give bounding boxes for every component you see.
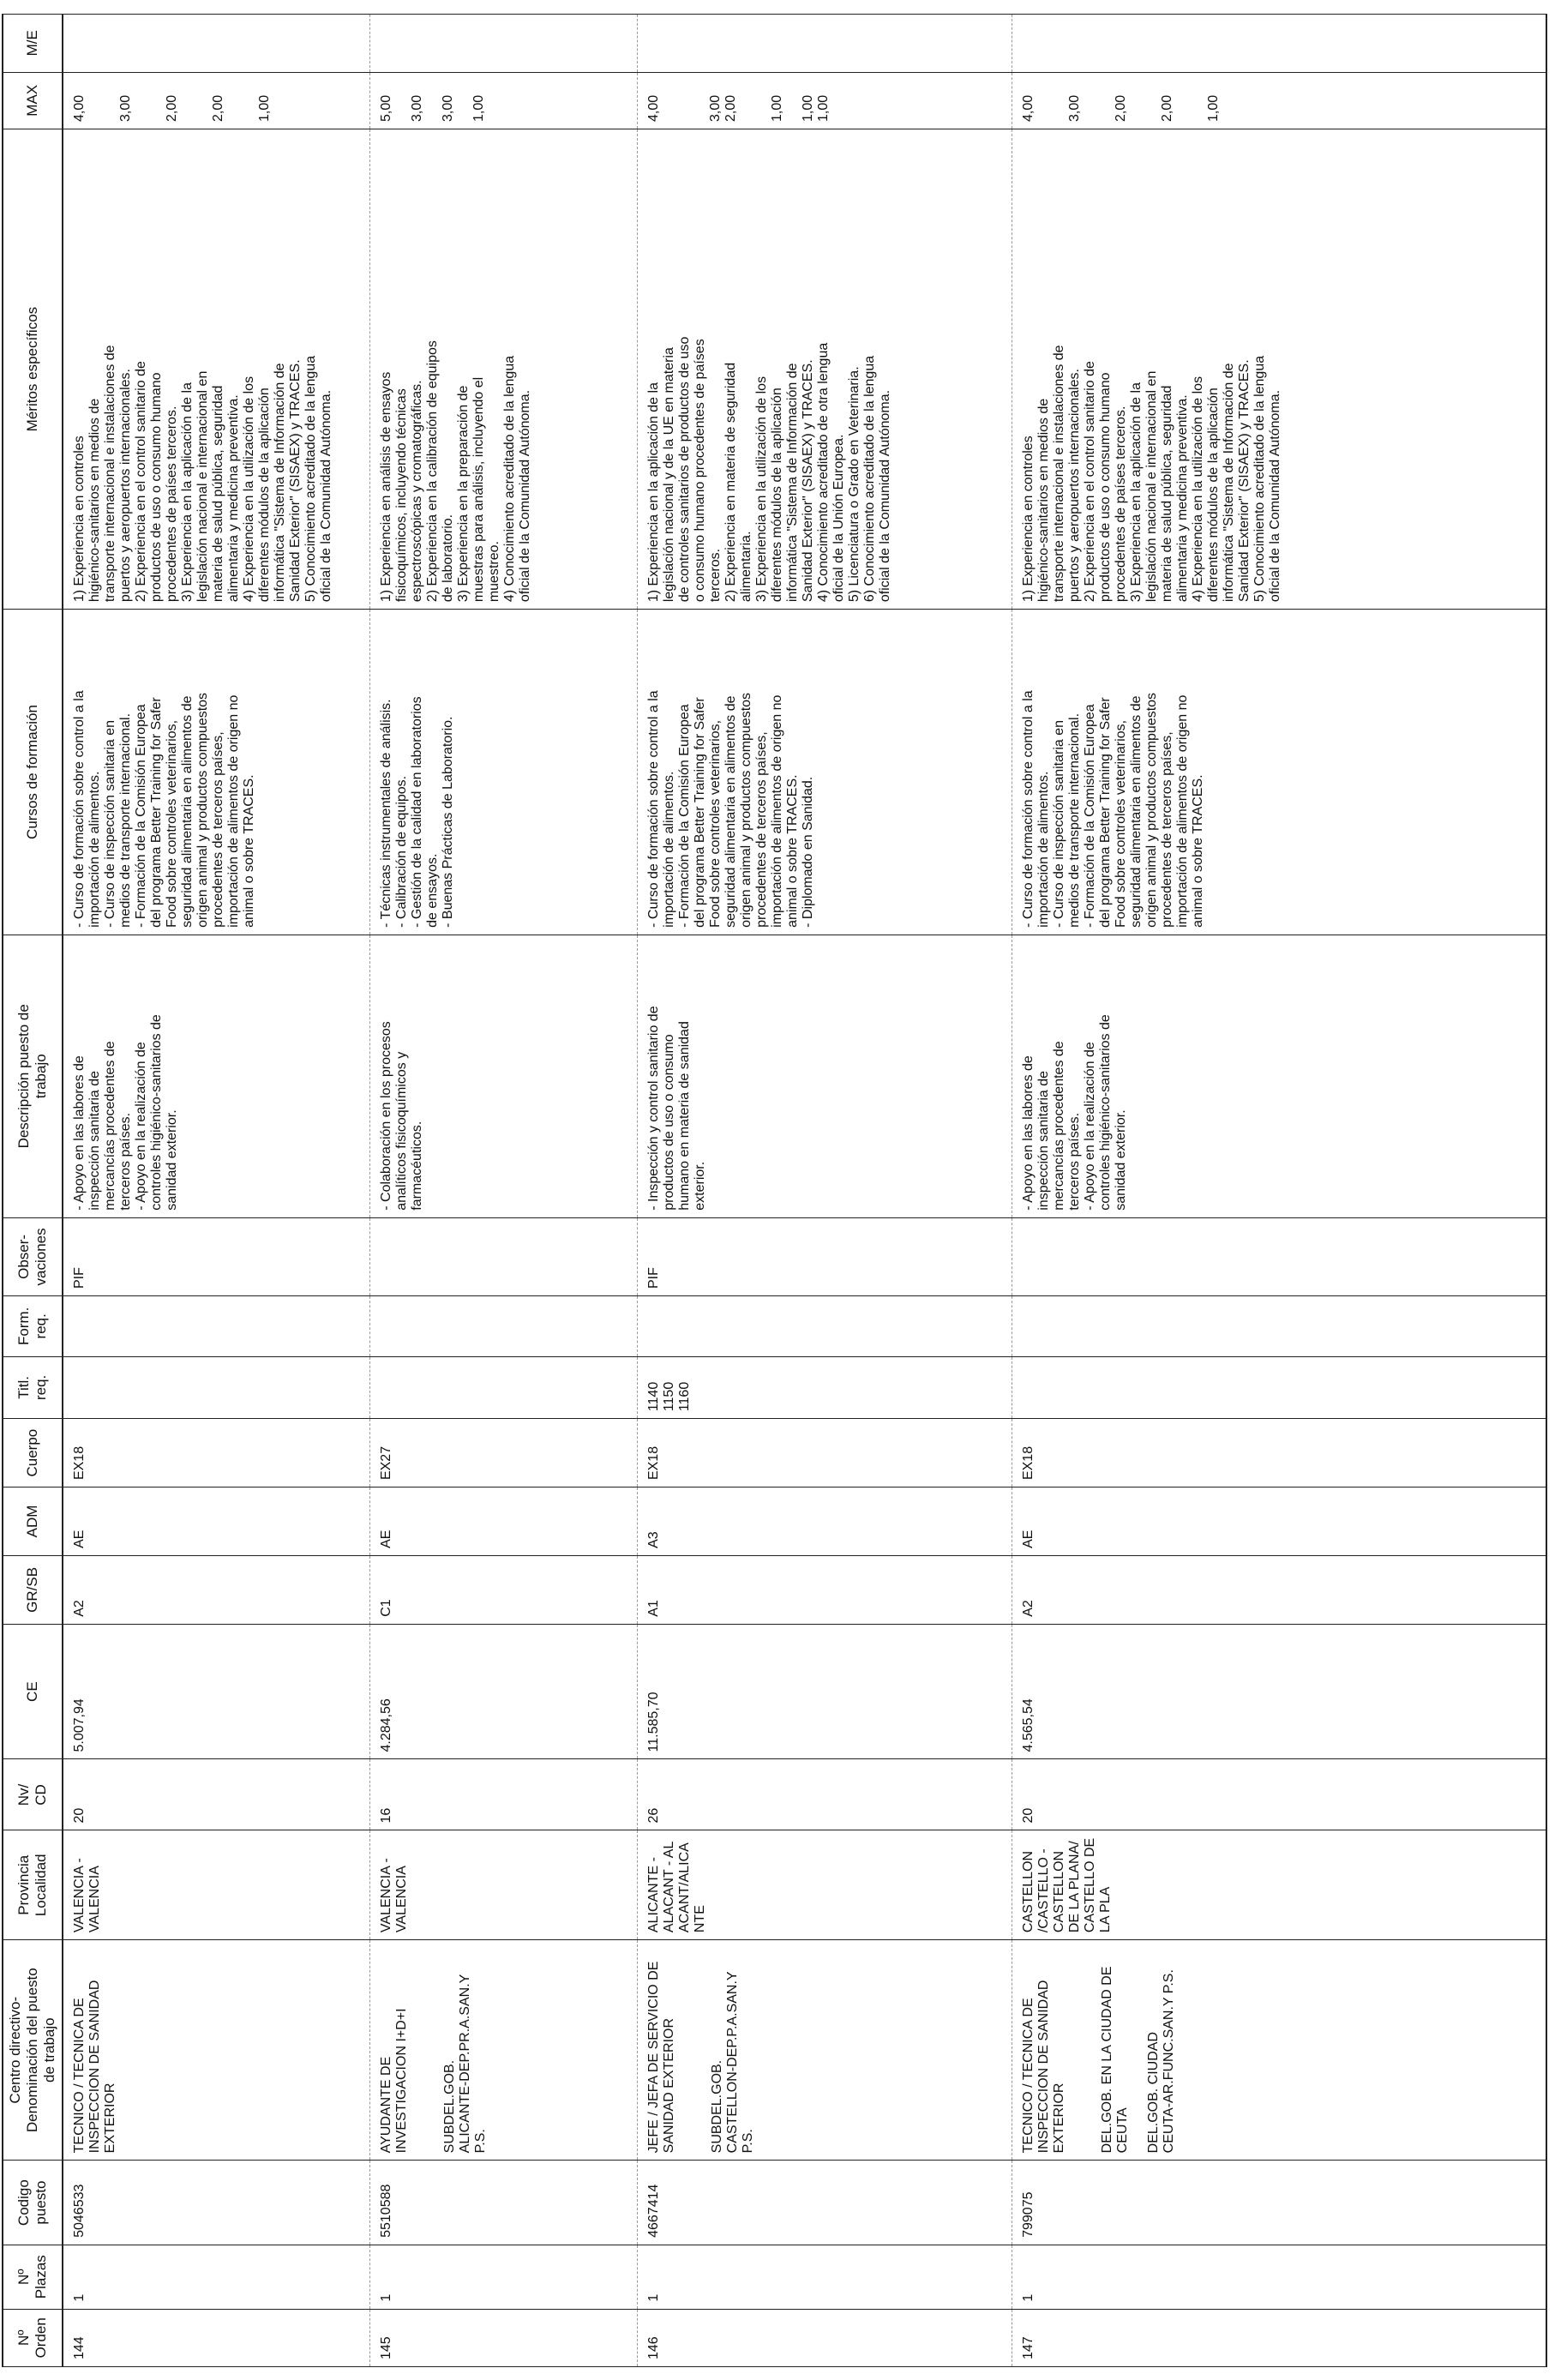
header-max: MAX xyxy=(3,72,63,129)
cell-observaciones xyxy=(1012,1217,1546,1295)
cell-me xyxy=(1012,15,1546,73)
cell-cursos: - Curso de formación sobre control a la importación de alimentos. - Curso de inspección sanitaria en medios de transporte internacional. - Formación de la Comisión Europea del programa Better Training for Safer Food sobre controles veterinarios, seguridad alimentaria en alimentos de origen animal y productos compuestos procedentes de terceros países, importación de alimentos de origen no animal o sobre TRACES. xyxy=(63,610,370,935)
cell-provincia: VALENCIA - VALENCIA xyxy=(370,1830,638,1940)
cell-observaciones: PIF xyxy=(63,1217,370,1295)
cell-centro xyxy=(638,1940,1012,2161)
cell-provincia: ALICANTE - ALACANT - AL ACANT/ALICA NTE xyxy=(638,1830,1012,1940)
cell-formacion xyxy=(1012,1296,1546,1357)
cell-centro-text: TECNICO / TECNICA DE INSPECCION DE SANIDAD EXTERIOR xyxy=(72,1980,117,2154)
cell-nivel: 16 xyxy=(370,1759,638,1830)
header-row xyxy=(3,15,63,2367)
cell-nivel: 20 xyxy=(1012,1759,1546,1830)
area-funcional-label: DEL.GOB. CIUDAD CEUTA-AR.FUNC.SAN.Y P.S. xyxy=(1145,1969,1176,2154)
table-row xyxy=(638,15,1012,2367)
cell-centro-text: AYUDANTE DE INVESTIGACION I+D+I xyxy=(379,2008,410,2154)
header-ce: CE xyxy=(3,1624,63,1759)
cell-cursos: - Curso de formación sobre control a la importación de alimentos. - Curso de inspección sanitaria en medios de transporte internacional. - Formación de la Comisión Europea del programa Better Training for Safer Food sobre controles veterinarios, seguridad alimentaria en alimentos de origen animal y productos compuestos procedentes de terceros países, importación de alimentos de origen no animal o sobre TRACES. xyxy=(1012,610,1546,935)
cell-descripcion: - Apoyo en las labores de inspección sanitaria de mercancías procedentes de terceros países. - Apoyo en la realización de controles higiénico-sanitarios de sanidad exterior. xyxy=(63,935,370,1217)
cell-nivel: 20 xyxy=(63,1759,370,1830)
cell-adm: AE xyxy=(63,1488,370,1556)
cell-meritos: 1) Experiencia en controles higiénico-sanitarios en medios de transporte internacional e instalaciones de puertos y aeropuertos internacionales. 2) Experiencia en el control sanitario de productos de uso o consumo humano procedentes de países terceros. 3) Experiencia en la aplicación de la legislación nacional e internacional en materia de salud pública, seguridad alimentaria y medicina preventiva. 4) Experiencia en la utilización de los diferentes módulos de la aplicación informática "Sistema de Información de Sanidad Exterior" (SISAEX) y TRACES. 5) Conocimiento acreditado de la lengua oficial de la Comunidad Autónoma. xyxy=(1012,129,1546,609)
table-row xyxy=(370,15,638,2367)
cell-centro xyxy=(370,1940,638,2161)
header-cursos: Cursos de formación xyxy=(3,610,63,935)
cell-centro-text: JEFE / JEFA DE SERVICIO DE SANIDAD EXTERIOR xyxy=(646,1961,677,2154)
cell-titulacion xyxy=(1012,1356,1546,1419)
table-row xyxy=(63,15,370,2367)
cell-ce: 11.585,70 xyxy=(638,1624,1012,1759)
cell-max: 5,00 3,00 3,00 1,00 xyxy=(370,72,638,129)
cell-grupo: A2 xyxy=(1012,1555,1546,1624)
cell-plazas: 1 xyxy=(1012,2245,1546,2309)
cell-plazas: 1 xyxy=(638,2245,1012,2309)
header-adm: ADM xyxy=(3,1488,63,1556)
cell-orden: 147 xyxy=(1012,2309,1546,2366)
cell-me xyxy=(63,15,370,73)
header-orden: Nº Orden xyxy=(3,2309,63,2366)
cell-cursos: - Curso de formación sobre control a la importación de alimentos. - Formación de la Comisión Europea del programa Better Training for Safer Food sobre controles veterinarios, seguridad alimentaria en alimentos de origen animal y productos compuestos procedentes de terceros países, importación de alimentos de origen no animal o sobre TRACES. - Diplomado en Sanidad. xyxy=(638,610,1012,935)
header-observaciones: Obser- vaciones xyxy=(3,1217,63,1295)
cell-provincia: CASTELLON /CASTELLO - CASTELLON DE LA PLANA/ CASTELLO DE LA PLA xyxy=(1012,1830,1546,1940)
cell-plazas: 1 xyxy=(370,2245,638,2309)
cell-ce: 5.007,94 xyxy=(63,1624,370,1759)
cell-descripcion: - Apoyo en las labores de inspección sanitaria de mercancías procedentes de terceros países. - Apoyo en la realización de controles higiénico-sanitarios de sanidad exterior. xyxy=(1012,935,1546,1217)
cell-adm: AE xyxy=(1012,1488,1546,1556)
cell-centro xyxy=(1012,1940,1546,2161)
cell-ce: 4.284,56 xyxy=(370,1624,638,1759)
cell-titulacion xyxy=(63,1356,370,1419)
header-me: M/E xyxy=(3,15,63,73)
cell-grupo: C1 xyxy=(370,1555,638,1624)
cell-plazas: 1 xyxy=(63,2245,370,2309)
cell-orden: 144 xyxy=(63,2309,370,2366)
cell-meritos: 1) Experiencia en controles higiénico-sanitarios en medios de transporte internacional e instalaciones de puertos y aeropuertos internacionales. 2) Experiencia en el control sanitario de productos de uso o consumo humano procedentes de países terceros. 3) Experiencia en la aplicación de la legislación nacional e internacional en materia de salud pública, seguridad alimentaria y medicina preventiva. 4) Experiencia en la utilización de los diferentes módulos de la aplicación informática "Sistema de Información de Sanidad Exterior" (SISAEX) y TRACES. 5) Conocimiento acreditado de la lengua oficial de la Comunidad Autónoma. xyxy=(63,129,370,609)
cell-meritos: 1) Experiencia en la aplicación de la legislación nacional y de la UE en materia de controles sanitarios de productos de uso o consumo humano procedentes de países terceros. 2) Experiencia en materia de seguridad alimentaria. 3) Experiencia en la utilización de los diferentes módulos de la aplicación informática "Sistema de Información de Sanidad Exterior" (SISAEX) y TRACES. 4) Conocimiento acreditado de otra lengua oficial de la Unión Europea. 5) Licenciatura o Grado en Veterinaria. 6) Conocimiento acreditado de la lengua oficial de la Comunidad Autónoma. xyxy=(638,129,1012,609)
subdelegacion-label: SUBDEL.GOB. ALICANTE-DEP.PR.A.SAN.Y P.S. xyxy=(442,1974,489,2154)
cell-cursos: - Técnicas instrumentales de análisis. - Calibración de equipos. - Gestión de la calidad en laboratorios de ensayos. - Buenas Prácticas de Laboratorio. xyxy=(370,610,638,935)
header-centro: Centro directivo- Denominación del puesto de trabajo xyxy=(3,1940,63,2161)
cell-observaciones xyxy=(370,1217,638,1295)
cell-nivel: 26 xyxy=(638,1759,1012,1830)
table-row xyxy=(1012,15,1546,2367)
cell-codigo: 5510588 xyxy=(370,2161,638,2245)
header-titulacion: Titl. req. xyxy=(3,1356,63,1419)
cell-descripcion: - Inspección y control sanitario de productos de uso o consumo humano en materia de sanidad exterior. xyxy=(638,935,1012,1217)
cell-codigo: 4667414 xyxy=(638,2161,1012,2245)
cell-formacion xyxy=(370,1296,638,1357)
cell-adm: AE xyxy=(370,1488,638,1556)
header-plazas: Nº Plazas xyxy=(3,2245,63,2309)
cell-codigo: 5046533 xyxy=(63,2161,370,2245)
cell-centro-text: TECNICO / TECNICA DE INSPECCION DE SANIDAD EXTERIOR xyxy=(1020,1980,1066,2154)
header-provincia: Provincia Localidad xyxy=(3,1830,63,1940)
header-descripcion: Descripción puesto de trabajo xyxy=(3,935,63,1217)
cell-me xyxy=(638,15,1012,73)
cell-titulacion xyxy=(370,1356,638,1419)
cell-formacion xyxy=(638,1296,1012,1357)
cell-descripcion: - Colaboración en los procesos analíticos fisicoquímicos y farmacéuticos. xyxy=(370,935,638,1217)
subdelegacion-label: DEL.GOB. EN LA CIUDAD DE CEUTA xyxy=(1099,1966,1130,2154)
vacancy-table xyxy=(2,14,1547,2367)
cell-max: 4,00 3,00 2,00 2,00 1,00 xyxy=(1012,72,1546,129)
header-nivel: Nv/ CD xyxy=(3,1759,63,1830)
cell-cuerpo: EX18 xyxy=(638,1419,1012,1488)
header-codigo: Codigo puesto xyxy=(3,2161,63,2245)
cell-grupo: A2 xyxy=(63,1555,370,1624)
cell-meritos: 1) Experiencia en análisis de ensayos fisicoquímicos, incluyendo técnicas espectroscópicas y cromatográficas. 2) Experiencia en la calibración de equipos de laboratorio. 3) Experiencia en la preparación de muestras para análisis, incluyendo el muestreo. 4) Conocimiento acreditado de la lengua oficial de la Comunidad Autónoma. xyxy=(370,129,638,609)
header-cuerpo: Cuerpo xyxy=(3,1419,63,1488)
subdelegacion-label: SUBDEL.GOB. CASTELLON-DEP.P.A.SAN.Y P.S. xyxy=(710,1971,756,2154)
cell-codigo: 799075 xyxy=(1012,2161,1546,2245)
cell-cuerpo: EX18 xyxy=(63,1419,370,1488)
header-formacion: Form. req. xyxy=(3,1296,63,1357)
cell-max: 4,00 3,00 2,00 2,00 1,00 xyxy=(63,72,370,129)
cell-observaciones: PIF xyxy=(638,1217,1012,1295)
cell-ce: 4.565,54 xyxy=(1012,1624,1546,1759)
cell-formacion xyxy=(63,1296,370,1357)
header-grupo: GR/SB xyxy=(3,1555,63,1624)
header-meritos: Méritos específicos xyxy=(3,129,63,609)
cell-orden: 145 xyxy=(370,2309,638,2366)
cell-cuerpo: EX27 xyxy=(370,1419,638,1488)
cell-me xyxy=(370,15,638,73)
cell-titulacion: 1140 1150 1160 xyxy=(638,1356,1012,1419)
cell-cuerpo: EX18 xyxy=(1012,1419,1546,1488)
cell-orden: 146 xyxy=(638,2309,1012,2366)
cell-max: 4,00 3,00 2,00 1,00 1,00 1,00 xyxy=(638,72,1012,129)
cell-grupo: A1 xyxy=(638,1555,1012,1624)
cell-provincia: VALENCIA - VALENCIA xyxy=(63,1830,370,1940)
cell-adm: A3 xyxy=(638,1488,1012,1556)
cell-centro xyxy=(63,1940,370,2161)
